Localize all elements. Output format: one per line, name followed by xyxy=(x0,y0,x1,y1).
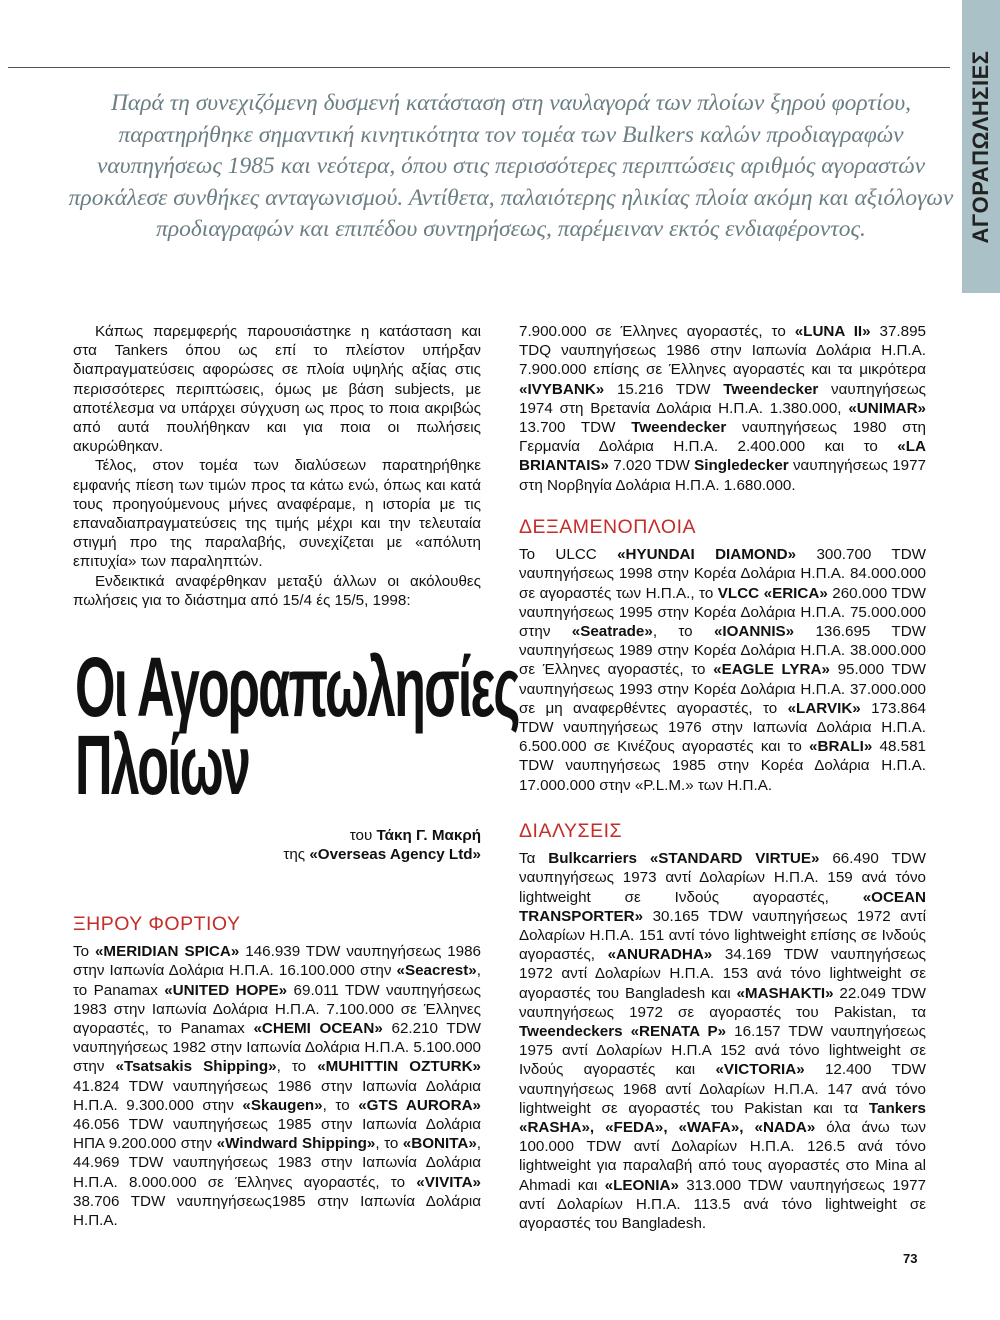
section-dry-cargo-heading: ΞΗΡΟΥ ΦΟΡΤΙΟΥ xyxy=(73,913,241,935)
section-tankers-text: Το ULCC «HYUNDAI DIAMOND» 300.700 TDW ναυπηγήσεως 1998 στην Κορέα Δολάρια Η.Π.Α. 84.000.000 σε αγοραστές των Η.Π.Α., το VLCC «ERICA» 260.000 TDW ναυπηγήσεως 1995 στην Κορέα Δολάρια Η.Π.Α. 75.000.000 στην «Seatrade», το «IOANNIS» 136.695 TDW ναυπηγήσεως 1989 στην Κορέα Δολάρια Η.Π.Α. 38.000.000 σε Έλληνες αγοραστές, το «EAGLE LYRA» 95.000 TDW ναυπηγήσεως 1993 στην Κορέα Δολάρια Η.Π.Α. 37.000.000 σε μη αναφερθέντες αγοραστές, το «LARVIK» 173.864 TDW ναυπηγήσεως 1976 στην Ιαπωνία Δολάρια Η.Π.Α. 6.500.000 σε Κινέζους αγοραστές και το «BRALI» 48.581 TDW ναυπηγήσεως 1985 στην Κορέα Δολάρια Η.Π.Α. 17.000.000 στην «P.L.M.» των Η.Π.Α. xyxy=(519,546,927,794)
paragraph-demolition-note: Τέλος, στον τομέα των διαλύσεων παρατηρήθηκε εμφανής πίεση των τιμών προς τα κάτω ενώ, όπως και κατά τους προηγούμενους μήνες αναφέραμε, η ιστορία με τις επαναδιαπραγματεύσεις της τιμής μέχρι και την τελευταία στιγμή προ της παραλαβής, συνεχίζεται με «απόλυτη επιτυχία» των παραληπτών. xyxy=(73,457,481,571)
byline-author: Τάκη Γ. Μακρή xyxy=(376,827,481,844)
section-dry-cargo xyxy=(73,915,481,1230)
paragraph-tankers-note: Κάπως παρεμφερής παρουσιάστηκε η κατάσταση και στα Tankers όπου ως επί το πλείστον υπήρξαν διαπραγματεύσεις αφορώσες σε πλοία υψηλής αξίας στις περισσότερες περιπτώσεις, όμως με βάση subjects, με αποτέλεσμα να υπάρχει σύγχυση ως προς το ποια ακριβώς από αυτά πουλήθηκαν και για ποια οι πωλήσεις ακυρώθηκαν. xyxy=(73,323,481,456)
byline-prefix-1: του xyxy=(349,827,373,844)
top-rule xyxy=(8,67,950,68)
page-number: 73 xyxy=(903,1251,918,1266)
byline xyxy=(73,826,481,864)
article-title-line-1: Οι Αγοραπωλησίες xyxy=(75,640,519,734)
section-dry-cargo-text: Το «MERIDIAN SPICA» 146.939 TDW ναυπηγήσεως 1986 στην Ιαπωνία Δολάρια Η.Π.Α. 16.100.000 στην «Seacrest», το Panamax «UNITED HOPE» 69.011 TDW ναυπηγήσεως 1983 στην Ιαπωνία Δολάρια Η.Π.Α. 7.100.000 σε Έλληνες αγοραστές, το Panamax «CHEMI OCEAN» 62.210 TDW ναυπηγήσεως 1982 στην Ιαπωνία Δολάρια Η.Π.Α. 5.100.000 στην «Tsatsakis Shipping», το «MUHITTIN OZTURK» 41.824 TDW ναυπηγήσεως 1986 στην Ιαπωνία Δολάρια Η.Π.Α. 9.300.000 στην «Skaugen», το «GTS AURORA» 46.056 TDW ναυπηγήσεως 1985 στην Ιαπωνία Δολάρια ΗΠΑ 9.200.000 στην «Windward Shipping», το «BONITA», 44.969 TDW ναυπηγήσεως 1983 στην Ιαπωνία Δολάρια Η.Π.Α. 8.000.000 σε Έλληνες αγοραστές, το «VIVITA» 38.706 TDW ναυπηγήσεως1985 στην Ιαπωνία Δολάρια Η.Π.Α. xyxy=(73,943,482,1230)
article-title-line-2: Πλοίων xyxy=(75,718,250,812)
side-tab-label: ΑΓΟΡΑΠΩΛΗΣΙΕΣ xyxy=(968,50,993,243)
dry-cargo-continuation-text: 7.900.000 σε Έλληνες αγοραστές, το «LUNA II» 37.895 TDQ ναυπηγήσεως 1986 στην Ιαπωνία Δολάρια Η.Π.Α. 7.900.000 επίσης σε Έλληνες αγοραστές και τα μικρότερα «IVYBANK» 15.216 TDW Tweendecker ναυπηγήσεως 1974 στη Βρετανία Δολάρια Η.Π.Α. 1.380.000, «UNIMAR» 13.700 TDW Tweendecker ναυπηγήσεως 1980 στη Γερμανία Δολάρια Η.Π.Α. 2.400.000 και το «LA BRIANTAIS» 7.020 TDW Singledecker ναυπηγήσεως 1977 στη Νορβηγία Δολάρια Η.Π.Α. 1.680.000. xyxy=(519,323,927,494)
section-side-tab xyxy=(962,0,1000,293)
intro-paragraph: Παρά τη συνεχιζόμενη δυσμενή κατάσταση στη ναυλαγορά των πλοίων ξηρού φορτίου, παρατηρήθηκε σημαντική κινητικότητα τον τομέα των Bulkers καλών προδιαγραφών ναυπηγήσεως 1985 και νεότερα, όπου στις περισσότερες περιπτώσεις αριθμός αγοραστών προκάλεσε συνθήκες ανταγωνισμού. Αντίθετα, παλαιότερης ηλικίας πλοία ακόμη και αξιόλογων προδιαγραφών και επιπέδου συντηρήσεως, παρέμειναν εκτός ενδιαφέροντος. xyxy=(68,90,954,243)
section-tankers-heading: ΔΕΞΑΜΕΝΟΠΛΟΙΑ xyxy=(519,516,697,538)
byline-company: «Overseas Agency Ltd» xyxy=(309,846,481,864)
right-column-continuation xyxy=(519,322,926,495)
article-title xyxy=(75,640,519,812)
paragraph-sales-period: Ενδεικτικά αναφέρθηκαν μεταξύ άλλων οι ακόλουθες πωλήσεις για το διάστημα από 15/4 ές 15/5, 1998: xyxy=(73,572,481,609)
section-demolition-text: Τα Bulkcarriers «STANDARD VIRTUE» 66.490 TDW ναυπηγήσεως 1973 αντί Δολαρίων Η.Π.Α. 159 ανά τόνο lightweight σε Ινδούς αγοραστές, «OCEAN TRANSPORTER» 30.165 TDW ναυπηγήσεως 1972 αντί Δολαρίων Η.Π.Α. 151 αντί τόνο lightweight επίσης σε Ινδούς αγοραστές, «ANURADHA» 34.169 TDW ναυπηγήσεως 1972 αντί Δολαρίων Η.Π.Α. 153 ανά τόνο lightweight σε αγοραστές του Bangladesh και «MASHAKTI» 22.049 TDW ναυπηγήσεως 1972 σε αγοραστές του Pakistan, τα Tweendeckers «RENATA P» 16.157 TDW ναυπηγήσεως 1975 αντί Δολαρίων Η.Π.Α 152 ανά τόνο lightweight σε Ινδούς αγοραστές και «VICTORIA» 12.400 TDW ναυπηγήσεως 1968 αντί Δολαρίων Η.Π.Α. 147 ανά τόνο lightweight σε αγοραστές του Pakistan και τα Tankers «RASHA», «FEDA», «WAFA», «NADA» όλα άνω των 100.000 TDW αντί Δολαρίων Η.Π.Α. 126.5 ανά τόνο lightweight για παραλαβή από τους αγοραστές στο Mina al Ahmadi και «LEONIA» 313.000 TDW ναυπηγήσεως 1977 αντί Δολαρίων Η.Π.Α. 113.5 ανά τόνο lightweight σε αγοραστές του Bangladesh. xyxy=(519,850,927,1233)
section-tankers xyxy=(519,518,926,795)
section-demolition-heading: ΔΙΑΛΥΣΕΙΣ xyxy=(519,820,623,842)
byline-prefix-2: της xyxy=(283,846,306,864)
section-demolition xyxy=(519,822,926,1233)
left-column-intro xyxy=(73,322,481,610)
